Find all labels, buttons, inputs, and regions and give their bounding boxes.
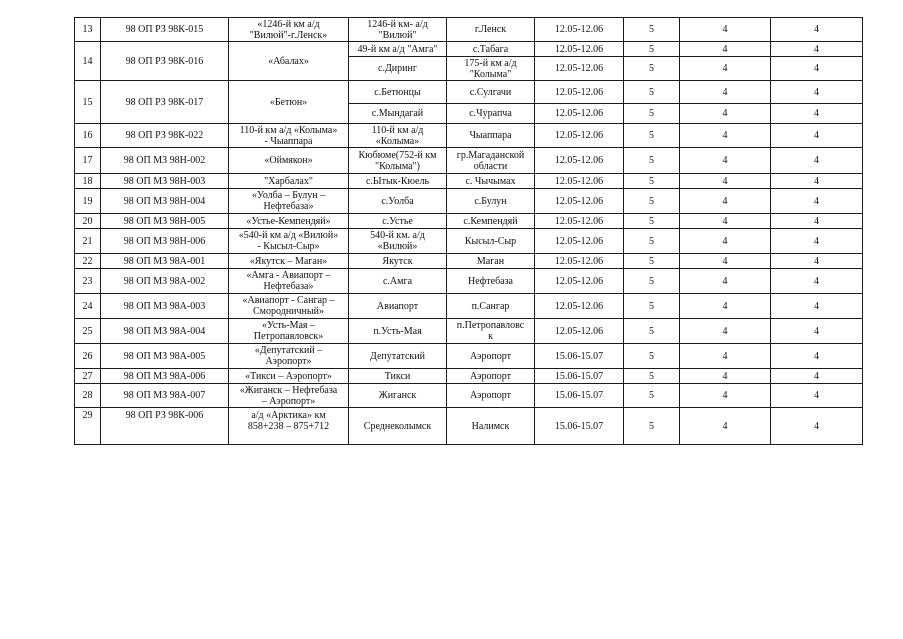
table-row (75, 18, 863, 42)
road-code: 98 ОП МЗ 98Н-003 (101, 174, 229, 189)
restriction-period: 12.05-12.06 (535, 124, 624, 148)
section-start: 110-й км а/д «Колыма» (349, 124, 447, 148)
section-start: с.Уолба (349, 189, 447, 214)
road-code: 98 ОП РЗ 98К-015 (101, 18, 229, 42)
section-start: Среднеколымск (349, 408, 447, 445)
section-end: Кысыл-Сыр (447, 229, 535, 254)
restriction-period: 15.06-15.07 (535, 369, 624, 384)
value-col-3: 4 (771, 104, 863, 124)
restriction-period: 12.05-12.06 (535, 254, 624, 269)
value-col-2: 4 (680, 408, 771, 445)
restriction-period: 12.05-12.06 (535, 229, 624, 254)
value-col-1: 5 (624, 18, 680, 42)
table-row (75, 229, 863, 254)
restriction-period: 15.06-15.07 (535, 344, 624, 369)
table-row (75, 81, 863, 104)
value-col-2: 4 (680, 57, 771, 81)
restriction-period: 12.05-12.06 (535, 214, 624, 229)
value-col-1: 5 (624, 319, 680, 344)
section-start: Тикси (349, 369, 447, 384)
row-number: 22 (75, 254, 101, 269)
road-name: «Тикси – Аэропорт» (229, 369, 349, 384)
road-code: 98 ОП РЗ 98К-006 (101, 408, 229, 445)
section-end: Аэропорт (447, 369, 535, 384)
restriction-period: 15.06-15.07 (535, 408, 624, 445)
road-name: «Якутск – Маган» (229, 254, 349, 269)
value-col-1: 5 (624, 42, 680, 57)
value-col-3: 4 (771, 81, 863, 104)
restriction-period: 12.05-12.06 (535, 104, 624, 124)
section-end: с.Кемпендяй (447, 214, 535, 229)
road-code: 98 ОП МЗ 98Н-002 (101, 148, 229, 174)
road-name: «Авиапорт - Сангар – Смородничный» (229, 294, 349, 319)
section-end: с. Чычымах (447, 174, 535, 189)
table-row (75, 344, 863, 369)
section-start: 540-й км. а/д «Вилюй» (349, 229, 447, 254)
value-col-3: 4 (771, 174, 863, 189)
section-end: Аэропорт (447, 344, 535, 369)
section-end: с.Булун (447, 189, 535, 214)
value-col-2: 4 (680, 294, 771, 319)
value-col-3: 4 (771, 269, 863, 294)
value-col-1: 5 (624, 369, 680, 384)
table-row (75, 384, 863, 408)
road-code: 98 ОП МЗ 98Н-005 (101, 214, 229, 229)
table-row (75, 148, 863, 174)
row-number: 19 (75, 189, 101, 214)
section-end: п.Сангар (447, 294, 535, 319)
section-start: с.Бетюнцы (349, 81, 447, 104)
value-col-1: 5 (624, 174, 680, 189)
row-number: 18 (75, 174, 101, 189)
section-end: 175-й км а/д "Колыма" (447, 57, 535, 81)
table-row (75, 319, 863, 344)
table-row (75, 269, 863, 294)
value-col-2: 4 (680, 384, 771, 408)
value-col-2: 4 (680, 214, 771, 229)
restriction-period: 12.05-12.06 (535, 189, 624, 214)
road-name: «Жиганск – Нефтебаза – Аэропорт» (229, 384, 349, 408)
value-col-2: 4 (680, 229, 771, 254)
value-col-2: 4 (680, 148, 771, 174)
section-end: Нефтебаза (447, 269, 535, 294)
value-col-1: 5 (624, 57, 680, 81)
value-col-3: 4 (771, 42, 863, 57)
value-col-2: 4 (680, 344, 771, 369)
road-name: 110-й км а/д «Колыма» - Чыаппара (229, 124, 349, 148)
table-row (75, 174, 863, 189)
row-number: 15 (75, 81, 101, 124)
section-start: Кюбюме(752-й км "Колыма") (349, 148, 447, 174)
value-col-2: 4 (680, 369, 771, 384)
value-col-2: 4 (680, 254, 771, 269)
road-code: 98 ОП МЗ 98А-005 (101, 344, 229, 369)
road-name: «Устье-Кемпендяй» (229, 214, 349, 229)
value-col-1: 5 (624, 229, 680, 254)
section-start: п.Усть-Мая (349, 319, 447, 344)
section-start: с.Диринг (349, 57, 447, 81)
section-end: с.Табага (447, 42, 535, 57)
value-col-3: 4 (771, 344, 863, 369)
row-number: 25 (75, 319, 101, 344)
road-name: «Оймякон» (229, 148, 349, 174)
row-number: 16 (75, 124, 101, 148)
restriction-period: 12.05-12.06 (535, 294, 624, 319)
section-end: Аэропорт (447, 384, 535, 408)
road-name: «540-й км а/д «Вилюй» - Кысыл-Сыр» (229, 229, 349, 254)
road-name: «Депутатский – Аэропорт» (229, 344, 349, 369)
restriction-period: 12.05-12.06 (535, 148, 624, 174)
restriction-period: 15.06-15.07 (535, 384, 624, 408)
value-col-2: 4 (680, 104, 771, 124)
value-col-1: 5 (624, 148, 680, 174)
restriction-period: 12.05-12.06 (535, 42, 624, 57)
value-col-3: 4 (771, 369, 863, 384)
value-col-1: 5 (624, 189, 680, 214)
section-end: Маган (447, 254, 535, 269)
restriction-period: 12.05-12.06 (535, 57, 624, 81)
value-col-3: 4 (771, 18, 863, 42)
row-number: 17 (75, 148, 101, 174)
table-row (75, 369, 863, 384)
row-number: 23 (75, 269, 101, 294)
road-name: «1246-й км а/д "Вилюй"-г.Ленск» (229, 18, 349, 42)
table-row (75, 42, 863, 57)
road-code: 98 ОП МЗ 98Н-004 (101, 189, 229, 214)
restriction-period: 12.05-12.06 (535, 269, 624, 294)
section-start: Якутск (349, 254, 447, 269)
row-number: 14 (75, 42, 101, 81)
value-col-3: 4 (771, 229, 863, 254)
road-name: «Абалах» (229, 42, 349, 81)
value-col-3: 4 (771, 384, 863, 408)
road-code: 98 ОП МЗ 98Н-006 (101, 229, 229, 254)
table-row (75, 408, 863, 445)
value-col-1: 5 (624, 104, 680, 124)
value-col-2: 4 (680, 269, 771, 294)
section-end: г.Ленск (447, 18, 535, 42)
table-row (75, 124, 863, 148)
value-col-1: 5 (624, 214, 680, 229)
restriction-period: 12.05-12.06 (535, 81, 624, 104)
value-col-1: 5 (624, 269, 680, 294)
restriction-period: 12.05-12.06 (535, 18, 624, 42)
road-code: 98 ОП МЗ 98А-007 (101, 384, 229, 408)
roads-table (74, 17, 863, 445)
section-start: с.Амга (349, 269, 447, 294)
value-col-3: 4 (771, 214, 863, 229)
value-col-1: 5 (624, 254, 680, 269)
road-name: а/д «Арктика» км 858+238 – 875+712 (229, 408, 349, 445)
value-col-2: 4 (680, 18, 771, 42)
row-number: 27 (75, 369, 101, 384)
row-number: 26 (75, 344, 101, 369)
value-col-3: 4 (771, 148, 863, 174)
value-col-2: 4 (680, 124, 771, 148)
section-start: 1246-й км- а/д "Вилюй" (349, 18, 447, 42)
restriction-period: 12.05-12.06 (535, 174, 624, 189)
table-row (75, 294, 863, 319)
value-col-3: 4 (771, 319, 863, 344)
row-number: 20 (75, 214, 101, 229)
value-col-1: 5 (624, 81, 680, 104)
table-row (75, 254, 863, 269)
section-end: с.Сулгачи (447, 81, 535, 104)
row-number: 21 (75, 229, 101, 254)
section-end: Чыаппара (447, 124, 535, 148)
road-code: 98 ОП РЗ 98К-017 (101, 81, 229, 124)
restriction-period: 12.05-12.06 (535, 319, 624, 344)
road-code: 98 ОП РЗ 98К-022 (101, 124, 229, 148)
section-start: Депутатский (349, 344, 447, 369)
value-col-2: 4 (680, 174, 771, 189)
value-col-1: 5 (624, 384, 680, 408)
value-col-1: 5 (624, 294, 680, 319)
section-end: п.Петропавловс к (447, 319, 535, 344)
road-name: «Бетюн» (229, 81, 349, 124)
road-code: 98 ОП РЗ 98К-016 (101, 42, 229, 81)
road-code: 98 ОП МЗ 98А-001 (101, 254, 229, 269)
value-col-3: 4 (771, 189, 863, 214)
section-start: с.Ытык-Кюель (349, 174, 447, 189)
row-number: 13 (75, 18, 101, 42)
road-name: «Амга - Авиапорт – Нефтебаза» (229, 269, 349, 294)
road-code: 98 ОП МЗ 98А-002 (101, 269, 229, 294)
table-row (75, 189, 863, 214)
section-start: 49-й км а/д "Амга" (349, 42, 447, 57)
row-number: 29 (75, 408, 101, 445)
table-row (75, 214, 863, 229)
road-name: "Харбалах" (229, 174, 349, 189)
section-start: Авиапорт (349, 294, 447, 319)
value-col-2: 4 (680, 81, 771, 104)
section-end: Налимск (447, 408, 535, 445)
section-start: Жиганск (349, 384, 447, 408)
value-col-3: 4 (771, 408, 863, 445)
value-col-1: 5 (624, 344, 680, 369)
value-col-3: 4 (771, 57, 863, 81)
value-col-2: 4 (680, 42, 771, 57)
value-col-1: 5 (624, 408, 680, 445)
road-code: 98 ОП МЗ 98А-003 (101, 294, 229, 319)
row-number: 24 (75, 294, 101, 319)
value-col-3: 4 (771, 294, 863, 319)
road-name: «Уолба – Булун – Нефтебаза» (229, 189, 349, 214)
road-code: 98 ОП МЗ 98А-004 (101, 319, 229, 344)
row-number: 28 (75, 384, 101, 408)
value-col-2: 4 (680, 319, 771, 344)
value-col-2: 4 (680, 189, 771, 214)
road-code: 98 ОП МЗ 98А-006 (101, 369, 229, 384)
section-end: с.Чурапча (447, 104, 535, 124)
value-col-3: 4 (771, 124, 863, 148)
value-col-1: 5 (624, 124, 680, 148)
section-start: с.Мындагай (349, 104, 447, 124)
road-name: «Усть-Мая – Петропавловск» (229, 319, 349, 344)
value-col-3: 4 (771, 254, 863, 269)
section-start: с.Устье (349, 214, 447, 229)
section-end: гр.Магаданской области (447, 148, 535, 174)
